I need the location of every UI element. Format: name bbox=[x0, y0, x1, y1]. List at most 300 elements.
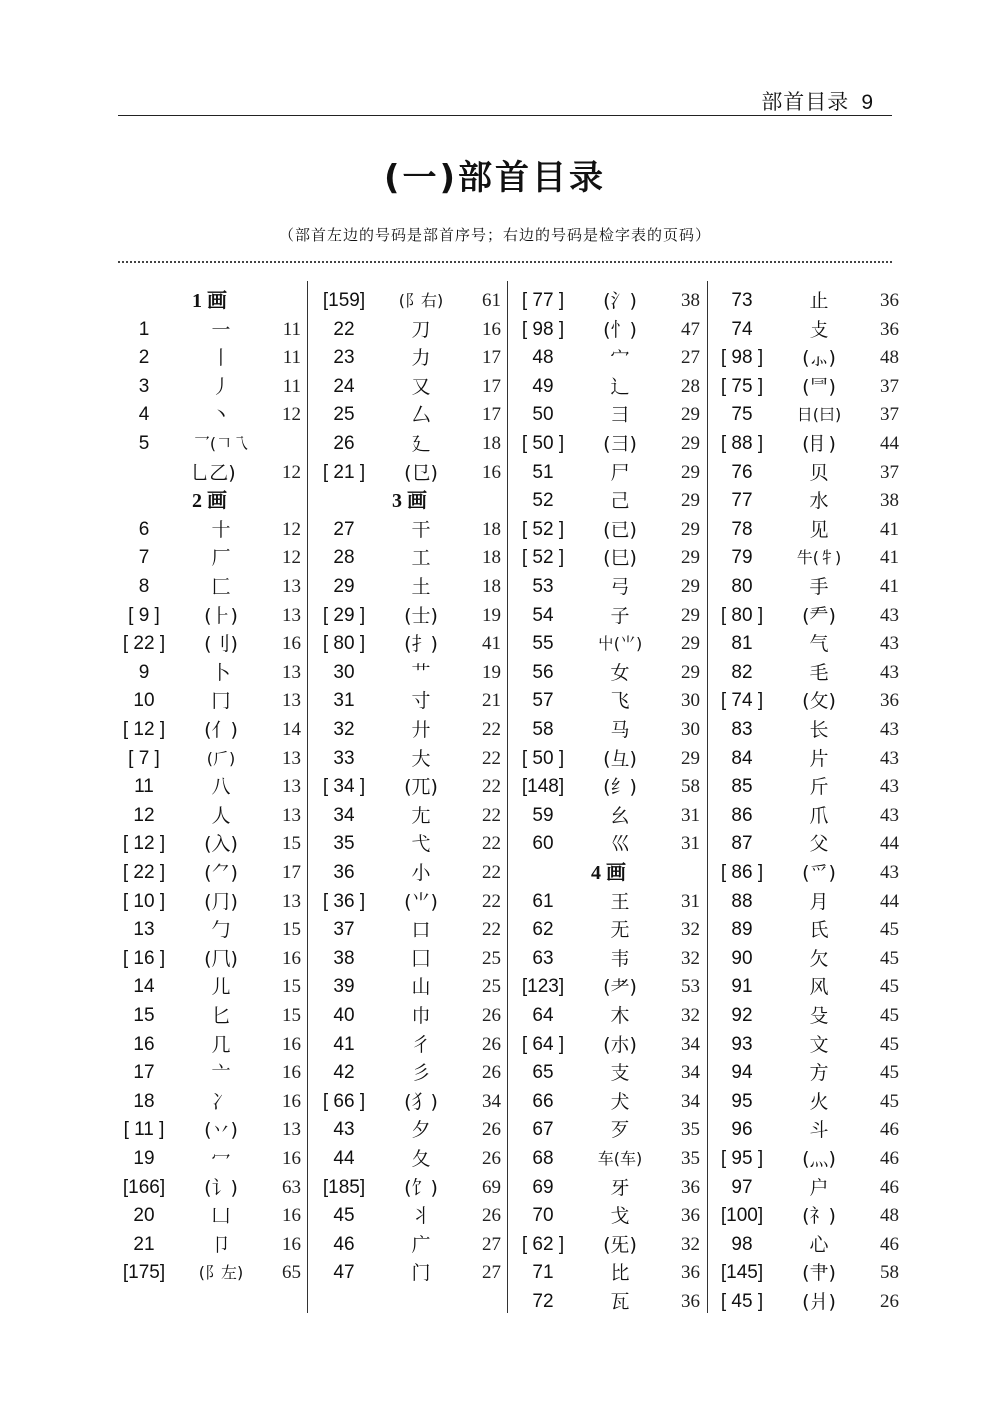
radical-entry bbox=[714, 1288, 901, 1316]
index-page-number: 18 bbox=[482, 576, 501, 597]
radical-entry bbox=[316, 1231, 503, 1259]
radical-entry bbox=[515, 544, 702, 572]
radical-entry bbox=[714, 1174, 901, 1202]
index-page-number: 69 bbox=[482, 1176, 501, 1198]
radical-glyph: 匚 bbox=[211, 576, 231, 598]
radical-sequence-number: [ 16 ] bbox=[122, 947, 166, 969]
radical-entry bbox=[714, 659, 901, 687]
radical-glyph: 力 bbox=[411, 347, 431, 370]
index-page-number: 26 bbox=[482, 1205, 501, 1227]
radical-glyph: (巳) bbox=[603, 547, 637, 570]
index-page-number: 63 bbox=[282, 1176, 301, 1198]
radical-glyph: 文 bbox=[809, 1033, 829, 1056]
radical-glyph: (已) bbox=[603, 518, 637, 541]
radical-sequence-number: [ 12 ] bbox=[122, 719, 166, 740]
radical-entry bbox=[714, 287, 901, 315]
radical-glyph: 毛 bbox=[809, 661, 829, 684]
radical-sequence-number: 59 bbox=[532, 804, 554, 826]
radical-sequence-number: 85 bbox=[731, 776, 753, 798]
radical-sequence-number: 50 bbox=[532, 404, 554, 426]
index-page-number: 18 bbox=[482, 518, 501, 540]
radical-sequence-number: [ 98 ] bbox=[720, 347, 764, 369]
index-page-number: 30 bbox=[681, 719, 700, 740]
radical-entry bbox=[316, 1031, 503, 1059]
index-page-number: 38 bbox=[880, 490, 899, 512]
radical-sequence-number: [ 88 ] bbox=[720, 433, 764, 454]
radical-glyph: 丿 bbox=[211, 375, 231, 398]
radical-sequence-number: 34 bbox=[333, 804, 355, 826]
radical-entry bbox=[116, 802, 303, 830]
radical-sequence-number: 93 bbox=[731, 1033, 753, 1055]
radical-entry bbox=[316, 630, 503, 658]
radical-glyph: (丷) bbox=[204, 1119, 238, 1142]
radical-entry bbox=[515, 630, 702, 658]
radical-glyph: (⺕) bbox=[603, 433, 637, 455]
radical-entry bbox=[116, 1031, 303, 1059]
radical-entry bbox=[515, 430, 702, 458]
radical-sequence-number: 58 bbox=[532, 719, 554, 740]
radical-glyph: 止 bbox=[809, 290, 829, 312]
index-page-number: 13 bbox=[282, 1119, 301, 1141]
radical-entry bbox=[515, 745, 702, 773]
index-page-number: 17 bbox=[482, 404, 501, 426]
radical-entry bbox=[515, 1116, 702, 1144]
radical-entry bbox=[316, 344, 503, 372]
radical-sequence-number: 77 bbox=[731, 490, 753, 512]
radical-entry bbox=[316, 1202, 503, 1230]
radical-glyph: 飞 bbox=[610, 690, 630, 713]
radical-glyph: 乚乙) bbox=[190, 461, 236, 484]
index-page-number: 16 bbox=[282, 1233, 301, 1255]
radical-entry bbox=[714, 945, 901, 973]
radical-sequence-number: 51 bbox=[532, 461, 554, 483]
index-page-number: 31 bbox=[681, 804, 700, 826]
radical-sequence-number: 32 bbox=[333, 719, 355, 740]
radical-entry bbox=[714, 1231, 901, 1259]
radical-sequence-number: 38 bbox=[333, 947, 355, 969]
radical-entry bbox=[714, 973, 901, 1001]
radical-glyph: (士) bbox=[404, 604, 438, 627]
radical-entry bbox=[316, 859, 503, 887]
radical-glyph: 小 bbox=[411, 862, 431, 884]
index-page-number: 16 bbox=[282, 1090, 301, 1112]
radical-glyph: 车(车) bbox=[597, 1149, 643, 1168]
radical-entry bbox=[316, 1145, 503, 1173]
index-page-number: 22 bbox=[482, 776, 501, 798]
index-page-number: 65 bbox=[282, 1262, 301, 1284]
index-page-number: 26 bbox=[482, 1062, 501, 1084]
radical-glyph: 廴 bbox=[411, 433, 431, 455]
index-page-number: 13 bbox=[282, 890, 301, 912]
radical-entry bbox=[316, 1088, 503, 1116]
index-page-number: 29 bbox=[681, 747, 700, 769]
index-page-number: 22 bbox=[482, 804, 501, 826]
radical-sequence-number: [ 29 ] bbox=[322, 604, 366, 626]
index-page-number: 36 bbox=[681, 1205, 700, 1227]
radical-sequence-number: 97 bbox=[731, 1176, 753, 1198]
radical-glyph: 弋 bbox=[411, 833, 431, 856]
radical-entry bbox=[714, 1116, 901, 1144]
radical-glyph: (刂) bbox=[204, 633, 238, 656]
radical-glyph: 尸 bbox=[610, 461, 630, 484]
index-page-number: 43 bbox=[880, 633, 899, 655]
radical-sequence-number: [ 21 ] bbox=[322, 461, 366, 483]
radical-sequence-number: 69 bbox=[532, 1176, 554, 1198]
radical-entry bbox=[714, 888, 901, 916]
index-page-number: 16 bbox=[482, 461, 501, 483]
radical-sequence-number: 88 bbox=[731, 890, 753, 912]
index-page-number: 22 bbox=[482, 862, 501, 883]
radical-glyph: 凵 bbox=[211, 1205, 231, 1228]
radical-glyph: 八 bbox=[211, 776, 231, 799]
index-page-number: 46 bbox=[880, 1233, 899, 1255]
index-page-number: 29 bbox=[681, 461, 700, 483]
radical-sequence-number: 37 bbox=[333, 919, 355, 941]
index-page-number: 36 bbox=[681, 1176, 700, 1198]
radical-glyph: 手 bbox=[809, 576, 829, 598]
radical-sequence-number: [ 22 ] bbox=[122, 633, 166, 655]
index-page-number: 26 bbox=[482, 1005, 501, 1026]
index-page-number: 36 bbox=[880, 690, 899, 712]
radical-entry bbox=[316, 802, 503, 830]
index-page-number: 22 bbox=[482, 919, 501, 941]
radical-sequence-number: 52 bbox=[532, 490, 554, 512]
index-page-number: 29 bbox=[681, 576, 700, 597]
radical-sequence-number: 3 bbox=[138, 375, 150, 397]
index-page-number: 22 bbox=[482, 719, 501, 740]
index-page-number: 16 bbox=[282, 1033, 301, 1055]
radical-glyph: 父 bbox=[809, 833, 829, 856]
radical-entry bbox=[714, 459, 901, 487]
radical-entry bbox=[316, 373, 503, 401]
index-page-number: 37 bbox=[880, 375, 899, 397]
radical-entry bbox=[714, 316, 901, 344]
radical-entry bbox=[714, 430, 901, 458]
radical-glyph: 干 bbox=[411, 518, 431, 541]
index-page-number: 43 bbox=[880, 776, 899, 798]
radical-glyph: 攴 bbox=[809, 318, 829, 341]
radical-entry bbox=[515, 1231, 702, 1259]
radical-glyph: 弓 bbox=[610, 576, 630, 598]
radical-entry bbox=[116, 773, 303, 801]
radical-entry bbox=[515, 602, 702, 630]
radical-entry bbox=[714, 544, 901, 572]
dotted-divider bbox=[118, 261, 892, 263]
index-page-number: 15 bbox=[282, 976, 301, 998]
radical-entry bbox=[515, 973, 702, 1001]
index-page-number: 29 bbox=[681, 633, 700, 655]
index-page-number: 45 bbox=[880, 1090, 899, 1112]
radical-sequence-number: [ 22 ] bbox=[122, 862, 166, 883]
radical-sequence-number: 87 bbox=[731, 833, 753, 855]
index-page-number: 45 bbox=[880, 1033, 899, 1055]
radical-sequence-number: 73 bbox=[731, 290, 753, 311]
radical-sequence-number: [175] bbox=[122, 1262, 166, 1284]
radical-entry bbox=[316, 287, 503, 315]
index-page-number: 16 bbox=[282, 1205, 301, 1227]
radical-entry bbox=[316, 573, 503, 601]
radical-glyph: 长 bbox=[809, 719, 829, 741]
radical-glyph: 牙 bbox=[610, 1176, 630, 1199]
index-page-number: 46 bbox=[880, 1148, 899, 1169]
radical-entry bbox=[515, 1002, 702, 1030]
radical-glyph: 心 bbox=[809, 1233, 829, 1256]
radical-glyph: 几 bbox=[211, 1033, 231, 1056]
index-page-number: 13 bbox=[282, 776, 301, 798]
radical-glyph: 寸 bbox=[411, 690, 431, 713]
radical-sequence-number: 68 bbox=[532, 1148, 554, 1169]
index-page-number: 45 bbox=[880, 1062, 899, 1084]
radical-glyph: 火 bbox=[809, 1090, 829, 1113]
radical-glyph: 爪 bbox=[809, 804, 829, 827]
radical-sequence-number: [ 36 ] bbox=[322, 890, 366, 912]
index-page-number: 19 bbox=[482, 661, 501, 683]
radical-sequence-number: 8 bbox=[138, 576, 150, 597]
index-page-number: 44 bbox=[880, 833, 899, 855]
radical-glyph: 彡 bbox=[411, 1062, 431, 1085]
radical-sequence-number: 81 bbox=[731, 633, 753, 655]
index-page-number: 27 bbox=[482, 1233, 501, 1255]
radical-sequence-number: [ 95 ] bbox=[720, 1148, 764, 1169]
radical-glyph: (爫) bbox=[802, 862, 836, 884]
radical-sequence-number: 55 bbox=[532, 633, 554, 655]
radical-sequence-number: 61 bbox=[532, 890, 554, 912]
radical-entry bbox=[316, 973, 503, 1001]
radical-entry bbox=[515, 487, 702, 515]
radical-entry bbox=[116, 830, 303, 858]
index-page-number: 45 bbox=[880, 1005, 899, 1026]
radical-glyph: (旡) bbox=[603, 1233, 637, 1256]
radical-glyph: (⺈) bbox=[204, 862, 238, 884]
index-page-number: 17 bbox=[482, 347, 501, 369]
index-page-number: 29 bbox=[681, 433, 700, 454]
radical-sequence-number: [ 52 ] bbox=[521, 518, 565, 540]
radical-glyph: 殳 bbox=[809, 1005, 829, 1027]
radical-sequence-number: 30 bbox=[333, 661, 355, 683]
radical-sequence-number: 16 bbox=[133, 1033, 155, 1055]
radical-entry bbox=[116, 1116, 303, 1144]
radical-sequence-number: 48 bbox=[532, 347, 554, 369]
radical-entry bbox=[116, 544, 303, 572]
index-page-number: 44 bbox=[880, 433, 899, 454]
radical-entry bbox=[116, 430, 303, 458]
radical-sequence-number: 89 bbox=[731, 919, 753, 941]
radical-sequence-number: [ 10 ] bbox=[122, 890, 166, 912]
index-page-number: 43 bbox=[880, 747, 899, 769]
stroke-count-header: 2 画 bbox=[192, 490, 227, 513]
radical-glyph: 土 bbox=[411, 576, 431, 598]
radical-glyph: 欠 bbox=[809, 947, 829, 970]
radical-sequence-number: 20 bbox=[133, 1205, 155, 1227]
radical-glyph: 大 bbox=[411, 747, 431, 770]
radical-entry bbox=[116, 859, 303, 887]
radical-sequence-number: 23 bbox=[333, 347, 355, 369]
index-page-number: 13 bbox=[282, 747, 301, 769]
radical-entry bbox=[116, 945, 303, 973]
radical-glyph: 厂 bbox=[211, 547, 231, 570]
radical-sequence-number: [ 11 ] bbox=[123, 1119, 165, 1141]
radical-glyph: 巛 bbox=[610, 833, 630, 856]
radical-glyph: 人 bbox=[211, 804, 231, 827]
index-page-number: 37 bbox=[880, 461, 899, 483]
radical-entry bbox=[714, 745, 901, 773]
index-page-number: 19 bbox=[482, 604, 501, 626]
index-page-number: 26 bbox=[482, 1033, 501, 1055]
index-page-number: 13 bbox=[282, 661, 301, 683]
radical-glyph: (⺆) bbox=[204, 890, 238, 913]
radical-glyph: 巾 bbox=[411, 1005, 431, 1027]
index-page-number: 12 bbox=[282, 404, 301, 426]
radical-glyph: (兀) bbox=[404, 776, 438, 799]
radical-entry bbox=[515, 802, 702, 830]
radical-glyph: 厶 bbox=[411, 404, 431, 427]
radical-glyph: 口 bbox=[411, 919, 431, 942]
radical-entry bbox=[515, 716, 702, 744]
index-page-number: 16 bbox=[482, 318, 501, 340]
radical-glyph: 方 bbox=[809, 1062, 829, 1085]
radical-glyph: (⺌) bbox=[404, 890, 438, 913]
radical-column-3 bbox=[515, 281, 702, 1313]
radical-glyph: 牛(牜) bbox=[796, 548, 842, 568]
radical-glyph: 艹 bbox=[411, 661, 431, 684]
radical-entry bbox=[116, 1088, 303, 1116]
index-page-number: 25 bbox=[482, 947, 501, 969]
radical-glyph: 斗 bbox=[809, 1119, 829, 1142]
radical-glyph: 子 bbox=[610, 604, 630, 627]
radical-sequence-number: 9 bbox=[138, 661, 150, 683]
radical-entry bbox=[714, 830, 901, 858]
radical-entry bbox=[316, 773, 503, 801]
index-page-number: 32 bbox=[681, 1233, 700, 1255]
radical-entry bbox=[116, 659, 303, 687]
radical-sequence-number: 63 bbox=[532, 947, 554, 969]
radical-entry bbox=[515, 1088, 702, 1116]
radical-sequence-number: [ 64 ] bbox=[521, 1033, 565, 1055]
radical-glyph: 一 bbox=[211, 318, 231, 341]
radical-sequence-number: 43 bbox=[333, 1119, 355, 1141]
header-rule bbox=[118, 115, 892, 116]
index-page-number: 45 bbox=[880, 947, 899, 969]
radical-sequence-number: [185] bbox=[322, 1176, 366, 1198]
radical-sequence-number: [123] bbox=[521, 976, 565, 998]
radical-sequence-number: [ 52 ] bbox=[521, 547, 565, 569]
radical-entry bbox=[714, 1259, 901, 1287]
radical-entry bbox=[116, 745, 303, 773]
radical-sequence-number: 31 bbox=[333, 690, 355, 712]
radical-entry bbox=[515, 287, 702, 315]
radical-entry bbox=[316, 544, 503, 572]
radical-entry bbox=[515, 687, 702, 715]
radical-sequence-number: [ 74 ] bbox=[720, 690, 764, 712]
radical-sequence-number: 75 bbox=[731, 404, 753, 426]
radical-glyph: 屮(⺌) bbox=[597, 634, 643, 654]
index-page-number: 12 bbox=[282, 518, 301, 540]
radical-glyph: 丨 bbox=[211, 347, 231, 370]
radical-entry bbox=[515, 1174, 702, 1202]
index-page-number: 34 bbox=[681, 1033, 700, 1055]
radical-glyph: 幺 bbox=[610, 804, 630, 827]
radical-entry bbox=[116, 716, 303, 744]
radical-glyph: 户 bbox=[809, 1176, 829, 1199]
radical-sequence-number: [ 12 ] bbox=[122, 833, 166, 855]
radical-sequence-number: 65 bbox=[532, 1062, 554, 1084]
radical-glyph: (爿) bbox=[802, 1291, 836, 1313]
radical-entry bbox=[116, 1002, 303, 1030]
radical-glyph: (攵) bbox=[802, 690, 836, 713]
radical-sequence-number: 49 bbox=[532, 375, 554, 397]
index-page-number: 34 bbox=[681, 1062, 700, 1084]
radical-sequence-number: 28 bbox=[333, 547, 355, 569]
radical-glyph: (忄) bbox=[603, 318, 637, 341]
radical-glyph: (朩) bbox=[603, 1033, 637, 1056]
radical-sequence-number: 35 bbox=[333, 833, 355, 855]
radical-entry bbox=[316, 401, 503, 429]
radical-glyph: (阝左) bbox=[198, 1263, 244, 1283]
radical-sequence-number: 95 bbox=[731, 1090, 753, 1112]
radical-entry bbox=[714, 373, 901, 401]
radical-entry bbox=[116, 687, 303, 715]
radical-sequence-number: [ 75 ] bbox=[720, 375, 764, 397]
index-page-number: 36 bbox=[880, 318, 899, 340]
index-page-number: 43 bbox=[880, 661, 899, 683]
index-page-number: 53 bbox=[681, 976, 700, 998]
radical-glyph: (⺊) bbox=[204, 604, 238, 627]
radical-entry bbox=[515, 1031, 702, 1059]
radical-glyph: 支 bbox=[610, 1062, 630, 1085]
radical-entry bbox=[515, 888, 702, 916]
radical-sequence-number: 12 bbox=[133, 804, 155, 826]
radical-glyph: 贝 bbox=[809, 461, 829, 484]
radical-sequence-number: [ 80 ] bbox=[322, 633, 366, 655]
index-page-number: 25 bbox=[482, 976, 501, 998]
radical-sequence-number: 7 bbox=[138, 547, 150, 569]
index-page-number: 17 bbox=[482, 375, 501, 397]
radical-glyph: 斤 bbox=[809, 776, 829, 799]
index-page-number: 29 bbox=[681, 661, 700, 683]
radical-sequence-number: 62 bbox=[532, 919, 554, 941]
radical-sequence-number: 60 bbox=[532, 833, 554, 855]
index-page-number: 35 bbox=[681, 1119, 700, 1141]
radical-sequence-number: [100] bbox=[720, 1205, 764, 1227]
radical-sequence-number: 44 bbox=[333, 1148, 355, 1169]
radical-glyph: (⺝) bbox=[802, 433, 836, 455]
radical-sequence-number: 96 bbox=[731, 1119, 753, 1141]
index-page-number: 29 bbox=[681, 490, 700, 512]
radical-sequence-number: [ 98 ] bbox=[521, 318, 565, 340]
radical-entry bbox=[116, 888, 303, 916]
radical-column-2 bbox=[316, 281, 503, 1313]
radical-glyph: 广 bbox=[411, 1233, 431, 1256]
radical-entry bbox=[515, 945, 702, 973]
radical-glyph: 日(曰) bbox=[796, 405, 842, 425]
radical-sequence-number: 79 bbox=[731, 547, 753, 569]
radical-glyph: 卩 bbox=[211, 1233, 231, 1256]
index-page-number: 32 bbox=[681, 919, 700, 941]
index-page-number: 17 bbox=[282, 862, 301, 883]
radical-sequence-number: 91 bbox=[731, 976, 753, 998]
radical-glyph: (𠂆) bbox=[206, 748, 236, 768]
radical-entry bbox=[116, 1174, 303, 1202]
radical-glyph: (氵) bbox=[603, 290, 637, 312]
index-page-number: 32 bbox=[681, 1005, 700, 1026]
radical-entry bbox=[714, 1031, 901, 1059]
radical-sequence-number: [ 7 ] bbox=[128, 747, 160, 769]
radical-glyph: (饣) bbox=[404, 1176, 438, 1199]
index-page-number: 16 bbox=[282, 1062, 301, 1084]
radical-glyph: (肀) bbox=[802, 1262, 836, 1285]
radical-sequence-number: 2 bbox=[138, 347, 150, 369]
stroke-count-header: 3 画 bbox=[392, 490, 427, 513]
